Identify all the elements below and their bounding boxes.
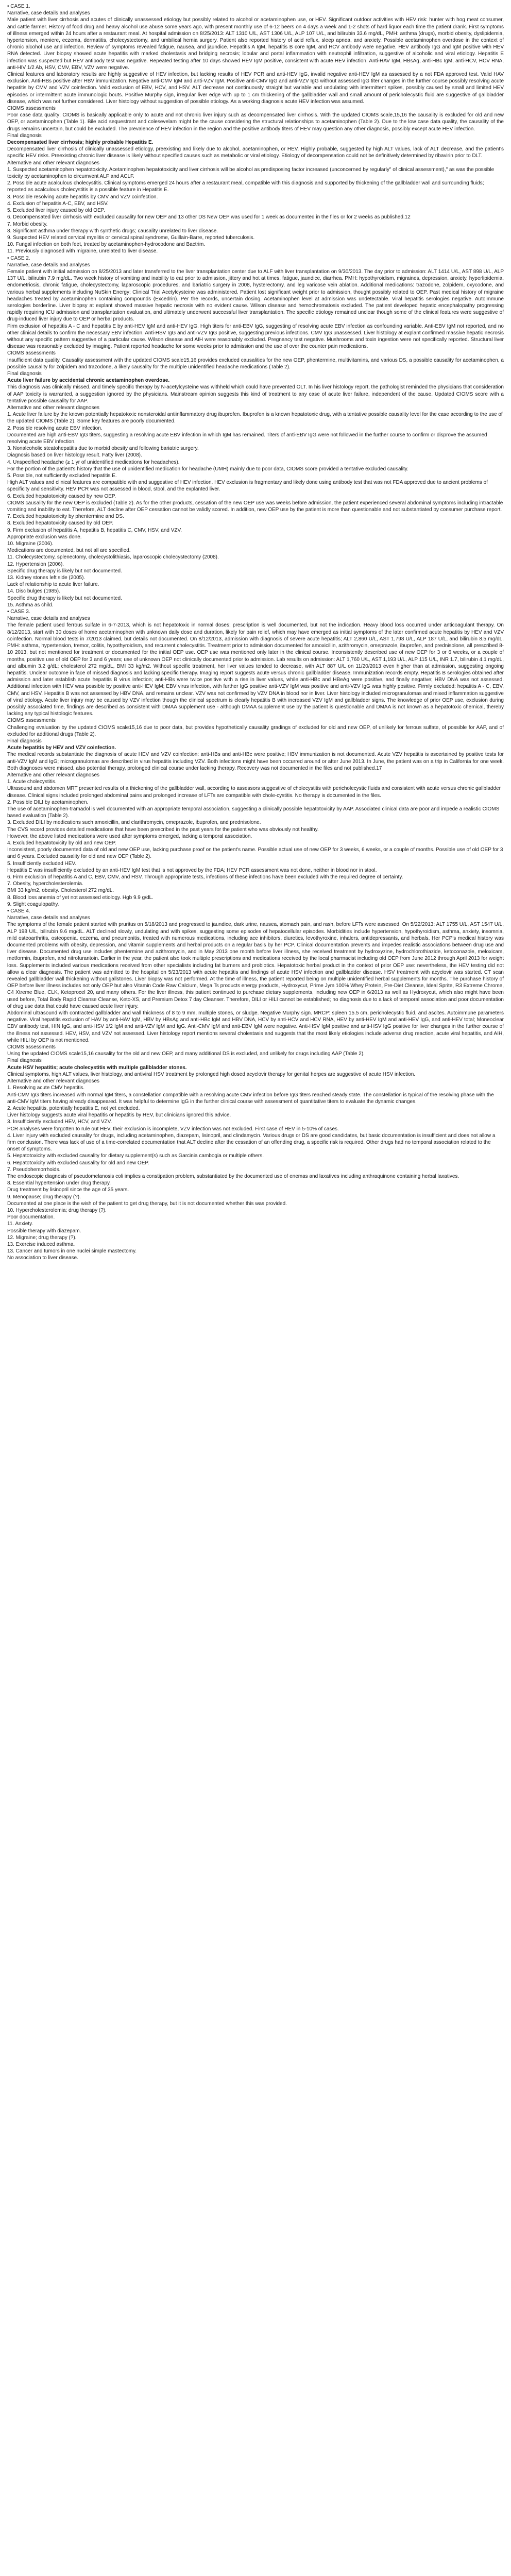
list-item: However, the above listed medications were used after symptoms emerged, lacking a temporal association. (7, 833, 252, 839)
list-item: 7. Excluded hepatotoxicity by phentermine and DS. (7, 514, 124, 520)
list-item: The CVS record provides detailed medications that have been prescribed in the past years for the patient who was obviously not healthy. (7, 826, 319, 833)
document-page (5, 0, 506, 1267)
list-item: CIOMS causality for the new OEP is excluded (Table 2). As for the other products, cessation of the new OEP use was weeks before admission, the patient experienced several abdominal symptoms including intractable vomiting and inability to eat. Therefore, ALT decline after OEP cessation cannot be validly scored. In addition, new OEP use by the patient is more than questionable and not substantiated by consumer purchase report. (7, 500, 505, 513)
list-item: 3. Nonalcoholic steatohepatitis due to morbid obesity and following bariatric surgery. (7, 446, 199, 452)
list-item: No association to liver disease. (7, 1255, 78, 1261)
list-item: 3. Insufficiently excluded HEV, HCV, and VZV. (7, 1119, 112, 1125)
section-heading: Alternative and other relevant diagnoses (7, 160, 100, 166)
list-item: 7. Pseudohemorrhoids. (7, 1166, 61, 1173)
list-item: High ALT values and clinical features are compatible with and suggestive of HEV infection. HEV exclusion is fragmentary and likely done using antibody test that was not FDA approved due to ancient problems of specificity and sensitivity. HEV PCR was not assessed in blood, stool, and the explanted liver. (7, 480, 489, 493)
list-item: 12. Hypertension (2006). (7, 561, 64, 567)
list-item: Specific drug therapy is likely but not documented. (7, 595, 122, 601)
list-item: Anti-CMV IgG titers increased with normal IgM titers, a constellation compatible with a resolving acute CMV infection before IgG titers reached steady state. The constellation is typical of the resolving phase with the anti-CMV IgM titers having already disappeared. It was helpful to determine IgG in the further clinical course with assessment of quantitative titers to evaluate the dynamic changes. (7, 1092, 496, 1105)
list-item: 2. Possible resolving acute EBV infection. (7, 425, 103, 431)
section-heading: Narrative, case details and analyses (7, 262, 90, 268)
list-item: Specific drug therapy is likely but not documented. (7, 568, 122, 574)
list-item: For the portion of the patient's history that the use of unidentified medication for headache (UMH) mainly due to poor data, CIOMS score provided a tentative excluded causality. (7, 466, 408, 472)
list-item: Medications are documented, but not all are specified. (7, 548, 131, 554)
section-heading: CIOMS assessments (7, 718, 56, 724)
final-diagnosis-text: The medical records substantiate the diagnosis of acute HEV and VZV coinfection: anti-HBs and anti-HBc were positive; HBV immunization is not documented. Acute VZV hepatitis is ascertained by positive tests for anti-VZV IgM and IgG; microgranulomas are described in virus hepatitis including VZV. Both infections might have been occurred around or after June 2013. In June, the patient was on a trip in California for one week. Both diagnoses were missed, also potential therapy, prolonged clinical course under lacking therapy. Recovery was not documented in the files and not published.17 (7, 752, 505, 771)
list-item: 5. Excluded liver injury caused by old OEP. (7, 208, 105, 214)
list-item: 8. Blood loss anemia of yet not assessed etiology. Hgb 9.9 g/dL. (7, 894, 154, 901)
list-item: Inconsistent, poorly documented data of old and new OEP use, lacking purchase proof on the patient's name. Possible actual use of new OEP for 3 weeks, 6 weeks, or a couple of months. Possible use of old OEP for 3 and 6 years. Excluded causality for old and new OEP (Table 2). (7, 847, 505, 860)
list-item: Diagnosis based on liver histology result. Fatty liver (2008). (7, 452, 142, 459)
list-item: Lack of relationship to acute liver failure. (7, 582, 99, 588)
list-item: 9. Menopause; drug therapy (?). (7, 1194, 81, 1200)
list-item: 3. Excluded DILI by medications such amoxicillin, and clarithromycin, omeprazole, ibuprofen, and prednisolone. (7, 820, 261, 826)
list-item: Drug treatment by lisinopril since the age of 35 years. (7, 1187, 129, 1193)
list-item: 14. Disc bulges (1985). (7, 588, 60, 595)
narrative-text: The symptoms of the female patient started with pruritus on 5/18/2013 and progressed to jaundice, dark urine, nausea, stomach pain, and rash, before LFTs were assessed. On 5/22/2013: ALT 1755 U/L, AST 1547 U/L, ALP 198 U/L, bilirubin 9.6 mg/dL. ALT declined slowly, undulating and with spikes, suggesting some episodes of hepatocellular episodes. Morbidities include hypertension, hypothyroidism, asthma, anxiety, insomnia, mild osteoarthritis, osteopenia, eczema, and pneumonitis, treated with numerous medications, including ace inhibitors, diuretics, levothyroxine, inhalers, antidepressants, and herbals. Her PCP's medical history was documented problems with obesity, depression, and vitamin supplements and herbal products on a regular basis by her PCP. Clinical documentation prevents and impedes realistic associations between drug use and liver disease. Documented drug use includes phentermine and azithromycin, and in May 2013 one month before liver illness, she received treatment by hydroxyzine, hydrochlorothiazide, ketoconazole, meloxicam, metformin, ibuprofen, and nitrofurantoin. Earlier in the year, the patient also took multiple prescriptions and medications received by the local pharmacist including old OEP from June 2012 through April 2013 for weight loss. Supplements included various medications received from other specialists including fat burners and probiotics. Hepatotoxic herbal product in the context of prior OEP use: nevertheless, the HEV testing did not allow a clear diagnosis. The patient was admitted to the hospital on 5/23/2013 with acute hepatitis and findings of acute HSV infection and gallbladder disease. HSV treatment with acyclovir was started. CT scan revealed gallbladder wall thickening without gallstones. Liver biopsy was not performed. At the time of illness, the patient reported being on multiple unidentified herbal supplements for months. The purchase history of OEP before liver illness includes not only OEP but also Vitamin Code Raw Calcium, Mega Ts products energy products, Hydroxycut, Prime Jym 100% Whey Protein, Pre-Diet Cleanse, Ideal Sprite, R3 Extreme Chrome, C4 Xtreme Blue, CLK, Ketoprocel 20, and many others. For the liver illness, this patient continued to purchase dietary supplements, including new OEP in 6/2013 as well as Hydroxycut, which also might have been used before, Total Body Rapid Cleanse Cleanse, Keto-XS, and Premium Detox 7 day Cleanser. Therefore, DILI or HILI cannot be established; no diagnosis due to a lack of temporal association and poor documentation of drug use data that could have caused acute liver injury. (7, 922, 505, 1009)
list-item: Appropriate exclusion was done. (7, 534, 82, 540)
list-item: 13. Exercise induced asthma. (7, 1241, 75, 1247)
list-item: 8. Significant asthma under therapy with synthetic drugs; causality unrelated to liver disease. (7, 228, 218, 234)
list-item: 5. Possible, not sufficiently excluded hepatitis E. (7, 473, 117, 479)
list-item: 8. Essential hypertension under drug therapy. (7, 1180, 111, 1187)
findings-text: Abdominal ultrasound with contracted gallbladder and wall thickness of 8 to 9 mm, multiple stones, or sludge. Negative Murphy sign. MRCP: spleen 15.5 cm, pericholecystic fluid, and ascites. Autoimmune parameters negative. Viral hepatitis exclusion of HAV by anti-HAV IgM, HBV by HBsAg and anti-HBc IgM and HBV DNA, HCV by anti-HCV and HCV RNA, HEV by anti-HEV IgM and anti-HEV IgG, and anti-HEV total; Moneoclear EBV antibody test, HIN IgG, and anti-HSV 1/2 IgM and anti-VZV IgM and IgG. Anti-CMV IgM and anti-EBV IgM were negative. Anti-HSV IgM positive and anti-HSV IgG positive for liver changes in the further course of the illness not assessed. HEV, HSV, and VZV not assessed. Liver histology report mentions several cholestasis and suggests that the most likely etiologies include adverse drug reaction, acute viral hepatitis, and AIH, while HILI by OEP is not mentioned. (7, 1010, 505, 1043)
list-item: 9. Firm exclusion of hepatitis A, hepatitis B, hepatitis C, CMV, HSV, and VZV. (7, 527, 182, 533)
list-item: 11. Previously diagnosed with migraine, unrelated to liver disease. (7, 248, 158, 255)
list-item: 1. Suspected acetaminophen hepatotoxicity. Acetaminophen hepatotoxicity and liver cirrhosis will be alcohol as predisposing factor increased (unconcerned by regularly" of clinical assessment)," as was the possible toxicity by acetaminophen to circumvent ALF and ACLF. (7, 166, 496, 180)
list-item: 10. Fungal infection on both feet, treated by acetaminophen-hydrocodone and Bactrim. (7, 242, 206, 248)
list-item: Liver histology suggests acute viral hepatitis or hepatitis by HEV, but clinicians ignored this advice. (7, 1112, 231, 1118)
section-heading: Final diagnosis (7, 132, 42, 139)
list-item: 2. Possible DILI by acetaminophen. (7, 799, 89, 805)
alternative-diagnoses-list (5, 411, 506, 608)
list-item: 10. Hypercholesterolemia; drug therapy (?). (7, 1207, 107, 1213)
list-item: 8. Excluded hepatotoxicity caused by old OEP. (7, 520, 114, 527)
list-item: 4. Exclusion of hepatitis A-C, EBV, and HSV. (7, 200, 109, 207)
list-item: 6. Excluded hepatotoxicity caused by new OEP. (7, 493, 116, 499)
final-diagnosis-title: Acute liver failure by accidental chronic acetaminophen overdose. (7, 378, 170, 384)
list-item: Possible therapy with diazepam. (7, 1228, 81, 1234)
list-item: 4. Liver injury with excluded causality for drugs, including acetaminophen, diazepam, lisinopril, and clindamycin. Various drugs or DS are good candidates, but basic documentation is insufficient and does not allow a firm conclusion. There was lack of use of a time-correlated documentation that ALT decline after the cessation of an offending drug, a specific risk is required. Other drugs had no temporal association related to the onset of symptoms. (7, 1132, 497, 1153)
list-item: 13. Kidney stones left side (2005). (7, 575, 86, 581)
final-diagnosis-text: Decompensated liver cirrhosis of clinically unassessed etiology, preexisting and likely due to alcohol, acetaminophen, or HEV. Highly probable, suggested by high ALT values, lack of ALT decrease, and the patient's specific HEV risks. Preexisting chronic liver disease is likely without specified causes such as metabolic or viral etiology. Etiology of decompensation could not be definitively determined by ribavirin prior to DLT. (7, 146, 505, 159)
list-item: 10. Migraine (2006). (7, 541, 54, 547)
section-heading: Narrative, case details and analyses (7, 915, 90, 921)
list-item: 12. Migraine; drug therapy (?). (7, 1234, 77, 1241)
list-item: PCR analyses were forgotten to rule out HEV, their exclusion is incomplete, VZV infection was not excluded. First case of HEV in 5-10% of cases. (7, 1126, 339, 1132)
list-item: Hepatitis E was insufficiently excluded by an anti-HEV IgM test that is not approved by the FDA; HEV PCR assessment was not done, neither in blood nor in stool. (7, 867, 377, 873)
list-item: 4. Unspecified headache (≥ 1 yr of unidentified medications for headaches). (7, 459, 180, 465)
case-4 (5, 908, 506, 1262)
section-heading: CIOMS assessments (7, 106, 56, 112)
list-item: The endoscopic diagnosis of pseudomelanosis coli implies a constipation problem, substantiated by the documented use of enemas and laxatives including anthraquinone containing herbal laxatives. (7, 1173, 459, 1179)
final-diagnosis-text: This diagnosis was clinically missed, and timely specific therapy by N-acetylcysteine was withheld which could have prevented OLT. In his liver histology report, the pathologist reminded the physicians that consideration of AAP toxicity is warranted, a suggestion ignored by the physicians. Mainstream opinion suggests this kind of treatment to any case of acute liver failure, independent of the cause. Updated CIOMS score with a tentative possible causality for AAP. (7, 384, 505, 404)
final-diagnosis-title: Decompensated liver cirrhosis; highly probable Hepatitis E. (7, 140, 154, 146)
section-heading: Final diagnosis (7, 370, 42, 377)
list-item: BMI 33 kg/m2, obesity. Cholesterol 272 mg/dL. (7, 888, 114, 894)
section-heading: Final diagnosis (7, 738, 42, 744)
list-item: 1. Acute cholecystitis. (7, 779, 57, 785)
list-item: 6. Decompensated liver cirrhosis with excluded causality for new OEP and 13 other DS New OEP was used for 1 week as documented in the files or for 2 weeks as published.12 (7, 214, 411, 221)
list-item: 7. Obesity, hypercholesterolemia. (7, 881, 83, 887)
case-2 (5, 255, 506, 609)
alternative-diagnoses-list (5, 778, 506, 908)
list-item: 9. Slight coagulopathy. (7, 901, 59, 907)
section-heading: Narrative, case details and analyses (7, 616, 90, 622)
case-1 (5, 3, 506, 255)
section-heading: Narrative, case details and analyses (7, 10, 90, 16)
final-diagnosis-title: Acute HSV hepatitis; acute cholecystitis with multiple gallbladder stones. (7, 1064, 187, 1071)
list-item: 6. Firm exclusion of hepatitis A and C, EBV, CMV, and HSV. Through appropriate tests, infections of these infections have been excluded with the required degree of certainty. (7, 874, 403, 880)
list-item: 4. Excluded hepatotoxicity by old and new OEP. (7, 840, 116, 846)
cioms-text: Challenging evaluation by the updated CIOMS scale15,16 due to poor data, but provides hypothetically causality gradings of excluded for old and new OEP, of unlikely for ferrous sulfate, of possible for AAP, and of excluded for additional drugs (Table 2). (7, 724, 505, 737)
section-heading: CIOMS assessments (7, 350, 56, 357)
narrative-text: The female patient used ferrous sulfate in 6-7-2013, which is not hepatotoxic in normal doses; prescription is well documented, but not the indication. Heavy blood loss occurred under anticoagulant therapy. On 8/12/2013, start with 30 doses of home acetaminophen with unknown daily dose and duration, likely for pain relief, which may have emerged as initial symptoms of the later confirmed acute hepatitis by HEV and VZV coinfection. Normal blood tests in 7/2013 claimed, but details not documented. On 8/12/2013, admission with diagnosis of severe acute hepatitis; ALT 2,860 U/L, AST 1,798 U/L, ALP 187 U/L, and bilirubin 8.5 mg/dL. PMH: asthma, hypertension, tremor, colitis, hypothyroidism, and recurrent cholecystitis. Treatment prior to admission documented for amoxicillin, azithromycin, omeprazole, ibuprofen, and prednisolone, all prescribed 8-10 2013, but not mentioned for treatment or documented for the initial OEP use. OEP use was mentioned only later in the clinical course. Inconsistently described use of new OEP for 3 or 6 weeks, or a couple of months, positive use of old OEP for 3 and 6 years; use of unknown OEP not clinically documented prior to admission. Lab results on admission: ALT 1,760 U/L, AST 1,193 U/L, ALP 115 U/L, INR 1.7, bilirubin 4.1 mg/dL, and albumin 3.2 g/dL; cholesterol 272 mg/dL, BMI 33 kg/m2. Without specific treatment, her liver values tended to decrease, with ALT 887 U/L on 11/20/2013 even higher than at admission, suggesting ongoing hepatitis. Unclear outcome in face of missed diagnosis and lacking specific therapy. Imaging report suggests acute versus chronic gallbladder disease. Immunization records empty. Hepatitis B serologies obtained after admission and later establish acute hepatitis B virus infection; anti-HBs were twice positive with a rise in liver values, while anti-HBc and HBeAg were positive, and finally negative; HBV DNA was not assessed. Additional infection with HEV was possible by positive anti-HEV IgM; EBV virus infection, with further IgG positive anti-VZV IgM was positive and anti-VZV IgG was highly positive. Firmly excluded: hepatitis A - C, EBV, CMV, and HSV. Hepatitis B was not assessed by HBV DNA, and remains unclear. VZV was not confirmed by VZV DNA in blood nor in liver. Liver histology included microgranulomas and mixed inflammation suggestive of viral etiology. Acute liver injury may be caused by VZV infection though the clinical spectrum is clearly hepatitis B with increased VZV IgM and gallbladder signs. The knowledge of prior OEP use, exclusion during possibly associated time, findings are described as consistent with DMAA supplement use - although DMAA supplement use by the patient is questionable and DMAA is not known as a hepatotoxic chemical, thereby lacking any typical histologic features. (7, 622, 505, 717)
list-item: 15. Asthma as child. (7, 602, 54, 608)
list-item: 11. Cholecystectomy, splenectomy, cholecystolithiasis, laparoscopic cholecystectomy (2008). (7, 554, 219, 561)
section-heading: Final diagnosis (7, 1058, 42, 1064)
case-title: • CASE 1. (7, 4, 30, 9)
list-item: 6. Hepatotoxicity with excluded causality for old and new OEP. (7, 1160, 149, 1166)
list-item: 11. Anxiety. (7, 1221, 33, 1227)
cioms-text: Insufficient data quality. Causality assessment with the updated CIOMS scale15,16 provides excluded causalities for the new OEP, phentermine, multivitamins, and various DS, a possible causality for acetaminophen, a possible causality for zolpidem and trazodone, a likely causality for the multiple unidentified headache medications (Table 2). (7, 357, 505, 370)
list-item: The use of acetaminophen-tramadol is well documented with an appropriate temporal association, suggesting a clinically possible hepatotoxicity by AAP. Associated clinical data are poor and impede a realistic CIOMS based evaluation (Table 2). (7, 806, 501, 819)
final-diagnosis-title: Acute hepatitis by HEV and VZV coinfection. (7, 745, 116, 751)
cioms-text: Poor case data quality; CIOMS is basically applicable only to acute and not chronic liver injury such as decompensated liver cirrhosis. With the updated CIOMS scale,15,16 the causality is excluded for old and new OEP, or acetaminophen (Table 1). Bile acid sequestrant and colesevelam might be the cause considering the structural relationships to acetaminophen (Table 2). Due to the low case data quality, the causality of the drugs remains uncertain, but could be excluded. The prevalence of HEV infection in the region and the positive antibody titers of HEV may question any other diagnosis, possibly except acute HEV infection. (7, 112, 505, 132)
narrative-text: Female patient with initial admission on 8/25/2013 and later transferred to the liver transplantation center due to ALF with liver transplantation on 9/30/2013. The day prior to admission: ALT 1414 U/L, AST 898 U/L, ALP 137 U/L, bilirubin 7.9 mg/dL. Two week history of vomiting and inability to eat prior to admission, jittery and hot at times, fatigue, jaundice, diarrhea. PMH: hypothyroidism, migraines, depression, anxiety, hyperlipidemia, endometriosis, chronic fatigue, cholecystectomy, laparoscopic procedures, and bariatric surgery in 2008, hysterectomy, and leg varicose vein ablation. Additional medications: trazodone, zolpidem, oxycodone, and various herbal supplements including NuSkin Energy; Clinical Trial Acetylcysteine was administered. Patient lost significant weight prior to admission, thought possibly related to OEP. Past medical history of migraine headaches treated by acetaminophen containing compounds (Excedrin). Per the records, uncertain dosing. Acetaminophen level at admission was undetectable. Viral hepatitis serologies negative. Autoimmune serologies borderline. Liver biopsy at explant showed massive hepatic necrosis with no evident cause. Wilson disease and hemochromatosis excluded. The patient developed hepatic encephalopathy progressing rapidly requiring ICU admission and transplantation evaluation, and ultimately underwent successful liver transplantation. The specific etiology remained unclear though some of the clinical features were suggestive of drug-induced liver injury due to OEP or herbal products. (7, 268, 505, 323)
list-item: Ultrasound and abdomen MRT presented results of a thickening of the gallbladder wall, according to assessors suggestive of cholecystitis with pericholecystic fluids and consistent with acute versus chronic gallbladder disease. Clinical signs included prolonged abdominal pains and prolonged increase of LFTs are compatible with chole-cystitis. No therapy is documented in the files. (7, 786, 502, 799)
list-item: 7. Morbid obesity. (7, 221, 48, 227)
list-item: Poor documentation. (7, 1214, 55, 1221)
list-item: 3. Possible resolving acute hepatitis by CMV and VZV coinfection. (7, 194, 158, 200)
list-item: 13. Cancer and tumors in one nuclei simple mastectomy. (7, 1248, 137, 1255)
section-heading: Alternative and other relevant diagnoses (7, 404, 100, 411)
list-item: 5. Hepatotoxicity with excluded causality for dietary supplement(s) such as Garcinia cambogia or multiple others. (7, 1153, 264, 1159)
alternative-diagnoses-list (5, 1084, 506, 1261)
case-3 (5, 608, 506, 908)
case-title: • CASE 4. (7, 908, 30, 914)
list-item: 1. Acute liver failure by the known potentially hepatotoxic nonsteroidal antiinflammatory drug ibuprofen. Ibuprofen is a known hepatotoxic drug, with a tentative possible causality level for the case according to the use of the updated CIOMS (Table 2). Some key features are poorly documented. (7, 412, 504, 425)
findings-text: Clinical features and laboratory results are highly suggestive of HEV infection, but lacking results of HEV PCR and anti-HEV IgG, invalid negative anti-HEV IgM as assessed by a not FDA approved test. Valid HAV exclusion. Anti-HBs positive after HBV immunization. Negative anti-CMV IgM and anti-VZV IgM. Positive anti-CMV IgG and anti-VZV IgG without assessed IgG titer changes in the further course possibly resolving acute hepatitis by CMV and VZV coinfection. Valid exclusion of EBV, HCV, and HSV. ALT decrease not continuously straight but variable and undulating with intermittent spikes, possibly caused by small and limited HEV episodes or intermittent acute immunologic bouts. Positive Murphy sign, irregular liver edge with up to 1 cm thickening of the gallbladder wall and small amount of pericholecystic fluid are suggestive of gallbladder disease, which was not further considered. Liver histology without suggestion of possible etiology. As a working diagnosis acute HEV infection was assumed. (7, 72, 505, 105)
section-heading: Alternative and other relevant diagnoses (7, 772, 100, 778)
narrative-text: Male patient with liver cirrhosis and acutes of clinically unassessed etiology but possibly related to alcohol or acetaminophen use, or HEV. Significant outdoor activities with HEV risk: hunter with hog meat consumer, and cattle farmer. History of food drug and heavy alcohol use abuse some years ago, with present monthly use of 6-12 beers on 4 days a week and 1-2 shots of hard liquor each time the patient drank. First symptoms of illness emerged within 24 hours after a restaurant meal. At hospital admission on 8/25/2013: ALT 1310 U/L, AST 1306 U/L, ALP 107 U/L, and bilirubin 33.6 mg/dL, PMH: asthma (drugs), morbid obesity, dyslipidemia, hypertension, meniere, eczema, dermatitis, cholecystectomy, and umbilical hernia surgery. Patient also reported history of acid reflux, sleep apnea, and anxiety. Possible acetaminophen overdose in the context of chronic alcohol use and infection. Review of symptoms revealed fatigue, nausea, and jaundice. Hepatitis A IgM, hepatitis B core IgM, and HCV antibody were negative. HEV antibody IgG and IgM positive with HEV RNA detected. Liver biopsy showed acute hepatitis with marked cholestasis and bridging necrosis; lobular and portal inflammation with neutrophil infiltration, suggestive of alcoholic and viral etiology. Hepatitis E infection was suspected but HEV antibody test was negative. Repeated testing after 10 days showed HEV IgM positive, consistent with acute HEV infection. Anti-HAV IgM, HBsAg, anti-HBc IgM, anti-HCV, HCV RNA, anti-HIV 1/2 Ab, HSV, CMV, EBV, VZV were negative. (7, 17, 505, 71)
list-item: Documented at one place is the wish of the patient to get drug therapy, but it is not documented whether this was provided. (7, 1200, 287, 1207)
list-item: 1. Resolving acute CMV hepatitis. (7, 1085, 85, 1091)
findings-text: Firm exclusion of hepatitis A - C and hepatitis E by anti-HEV IgM and anti-HEV IgG. High titers for anti-EBV IgG, suggesting of resolving acute EBV infection as confounding variable. Anti-EBV IgM not reported, and no other clinical details to confirm the necessary EBV infection. Anti-HSV IgG and anti-VZV IgG positive, suggesting previous infections. CMV IgG unassessed. Liver histology at explant confirmed massive hepatic necrosis without any specific pattern suggestive of a particular cause. Wilson disease and AIH were reasonably excluded. Pregnancy test negative. Mushrooms and toxin ingestion were not specifically reported. Structural liver disease was reasonably excluded by imaging. Patient reported headache for some weeks prior to admission and the use of over the counter pain medications. (7, 323, 505, 350)
alternative-diagnoses-list (5, 166, 506, 255)
list-item: 2. Possible acute acalculous cholecystitis. Clinical symptoms emerged 24 hours after a restaurant meal, compatible with this diagnosis and supported by thickening of the gallbladder wall and surrounding fluids; reported as acalculous cholecystitis is a possible feature in Hepatitis E. (7, 180, 486, 193)
case-title: • CASE 2. (7, 255, 30, 261)
cioms-text: Using the updated CIOMS scale15,16 causality for the old and new OEP, and many additional DS is excluded, and unlikely for drugs including AAP (Table 2). (7, 1051, 365, 1057)
section-heading: Alternative and other relevant diagnoses (7, 1078, 100, 1084)
case-title: • CASE 3. (7, 609, 30, 615)
list-item: 2. Acute hepatitis, potentially hepatitis E, not yet excluded. (7, 1105, 140, 1111)
list-item: Documented are high anti-EBV IgG titers, suggesting a resolving acute EBV infection in which IgM has remained. Titers of anti-EBV IgG were not followed in the further course to confirm or disprove the assumed resolving acute EBV infection. (7, 432, 489, 445)
section-heading: CIOMS assessments (7, 1044, 56, 1050)
list-item: 9. Suspected HEV related cervical myelitis or cervical spinal syndrome, Guillain-Barre, reported tuberculosis. (7, 234, 255, 241)
final-diagnosis-text: Clinical symptoms, high ALT values, liver histology, and antiviral HSV treatment by prolonged high dosed acyclovir therapy for genital herpes are suggestive of acute HSV infection. (7, 1071, 416, 1077)
list-item: 5. Insufficiently excluded HEV. (7, 860, 76, 867)
